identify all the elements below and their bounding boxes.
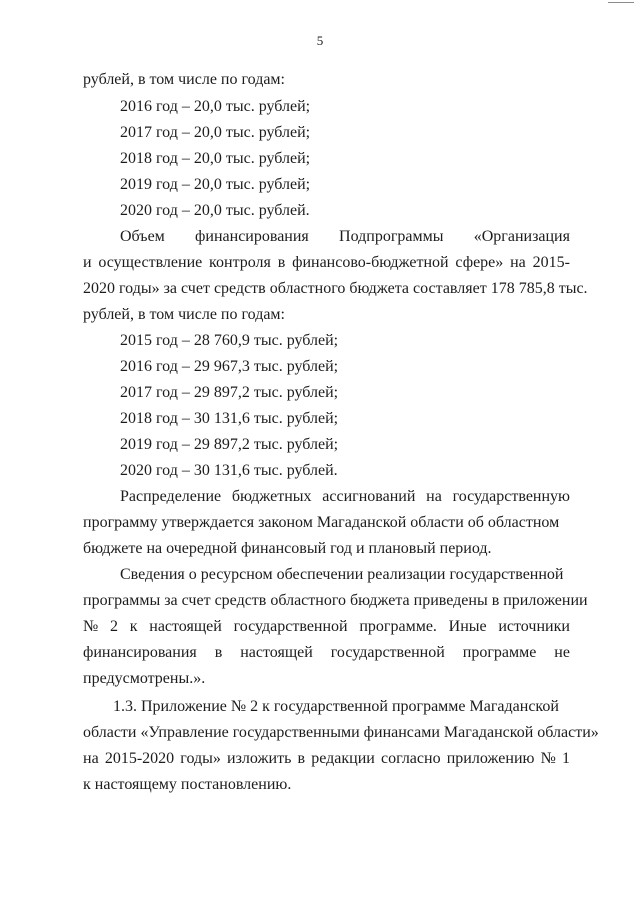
- word: 2015-2020: [104, 750, 175, 767]
- year-line: 2017 год – 20,0 тыс. рублей;: [120, 124, 311, 141]
- paragraph-line: 1.3. Приложение № 2 к государственной программе Магаданской: [113, 698, 559, 715]
- paragraph-line: к настоящему постановлению.: [83, 776, 292, 793]
- word: на: [426, 488, 442, 505]
- word: согласно: [380, 750, 441, 767]
- word: ассигнований: [322, 488, 416, 505]
- word: Иные: [448, 618, 487, 635]
- word: изложить: [227, 750, 292, 767]
- word: настоящей: [149, 618, 222, 635]
- paragraph-line: программу утверждается законом Магаданской области об областном: [83, 514, 560, 531]
- word: программе.: [359, 618, 437, 635]
- paragraph-line: [83, 617, 570, 637]
- paragraph-line: предусмотрены.».: [83, 670, 206, 687]
- word: бюджетных: [231, 488, 312, 505]
- word: в: [214, 644, 223, 661]
- word: сфере»: [455, 254, 504, 271]
- word: не: [554, 644, 570, 661]
- word: Распределение: [120, 488, 222, 505]
- corner-mark: [608, 2, 634, 3]
- word: №: [540, 750, 556, 767]
- word: и: [83, 254, 92, 271]
- word: «Организация: [473, 228, 570, 245]
- word: приложению: [446, 750, 535, 767]
- paragraph-line: рублей, в том числе по годам:: [83, 306, 285, 323]
- year-line: 2020 год – 30 131,6 тыс. рублей.: [120, 462, 338, 479]
- paragraph-line: [83, 253, 570, 273]
- word: государственной: [330, 644, 445, 661]
- paragraph-line: [120, 487, 570, 507]
- paragraph-line: [120, 227, 570, 247]
- word: Объем: [120, 228, 165, 245]
- word: на: [510, 254, 526, 271]
- paragraph-line: Сведения о ресурсном обеспечении реализации государственной: [120, 566, 564, 583]
- word: контроля: [209, 254, 271, 271]
- paragraph-line: бюджете на очередной финансовый год и плановый период.: [83, 540, 492, 557]
- year-line: 2019 год – 20,0 тыс. рублей;: [120, 176, 311, 193]
- year-line: 2017 год – 29 897,2 тыс. рублей;: [120, 384, 339, 401]
- word: источники: [498, 618, 570, 635]
- word: Подпрограммы: [339, 228, 444, 245]
- paragraph-line: 2020 годы» за счет средств областного бюджета составляет 178 785,8 тыс.: [83, 280, 588, 297]
- year-line: 2016 год – 20,0 тыс. рублей;: [120, 98, 311, 115]
- word: программе: [462, 644, 537, 661]
- year-line: 2018 год – 30 131,6 тыс. рублей;: [120, 410, 339, 427]
- word: №: [83, 618, 99, 635]
- year-line: 2019 год – 29 897,2 тыс. рублей;: [120, 436, 339, 453]
- word: в: [297, 750, 306, 767]
- paragraph-line: области «Управление государственными финансами Магаданской области»: [83, 724, 599, 741]
- paragraph-line: [83, 643, 570, 663]
- word: 2: [110, 618, 118, 635]
- text-line: рублей, в том числе по годам:: [83, 71, 285, 88]
- paragraph-line: [83, 749, 570, 769]
- word: финансирования: [195, 228, 309, 245]
- paragraph-line: программы за счет средств областного бюджета приведены в приложении: [83, 592, 588, 609]
- word: в: [277, 254, 286, 271]
- word: годы»: [180, 750, 221, 767]
- word: 2015-: [532, 254, 570, 271]
- word: настоящей: [240, 644, 313, 661]
- word: осуществление: [98, 254, 203, 271]
- year-line: 2020 год – 20,0 тыс. рублей.: [120, 202, 310, 219]
- word: редакции: [311, 750, 375, 767]
- word: 1: [562, 750, 570, 767]
- word: государственную: [452, 488, 570, 505]
- word: финансово-бюджетной: [292, 254, 449, 271]
- word: государственной: [233, 618, 348, 635]
- word: к: [129, 618, 138, 635]
- year-line: 2018 год – 20,0 тыс. рублей;: [120, 150, 311, 167]
- word: на: [83, 750, 99, 767]
- year-line: 2016 год – 29 967,3 тыс. рублей;: [120, 358, 339, 375]
- word: финансирования: [83, 644, 197, 661]
- page-number: 5: [316, 33, 324, 48]
- year-line: 2015 год – 28 760,9 тыс. рублей;: [120, 332, 339, 349]
